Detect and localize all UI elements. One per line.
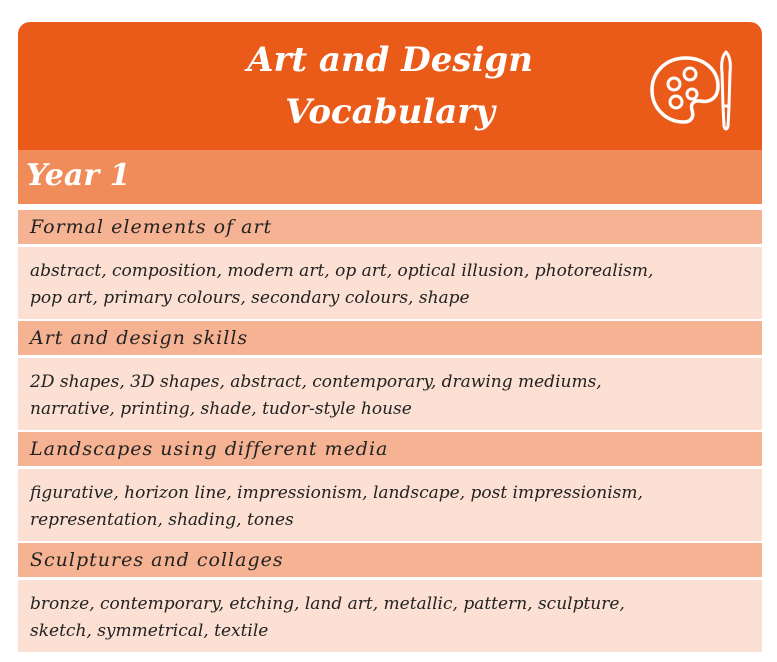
vocabulary-line: sketch, symmetrical, textile — [30, 621, 269, 641]
vocabulary-line: narrative, printing, shade, tudor-style house — [30, 399, 412, 419]
palette-and-brush-icon — [646, 46, 738, 134]
section-vocabulary — [18, 469, 762, 541]
section-title: Sculptures and collages — [18, 543, 762, 577]
section-vocabulary — [18, 247, 762, 319]
section-vocabulary — [18, 580, 762, 652]
vocabulary-line: abstract, composition, modern art, op art, optical illusion, photorealism, — [30, 261, 654, 281]
section-title: Formal elements of art — [18, 210, 762, 244]
section-vocabulary — [18, 358, 762, 430]
vocabulary-line: pop art, primary colours, secondary colours, shape — [30, 288, 470, 308]
section-title: Landscapes using different media — [18, 432, 762, 466]
section-title: Art and design skills — [18, 321, 762, 355]
vocabulary-card — [18, 22, 762, 650]
year-bar — [18, 150, 762, 204]
vocabulary-line: bronze, contemporary, etching, land art, metallic, pattern, sculpture, — [30, 594, 625, 614]
title-line-1: Art and Design — [247, 40, 533, 80]
vocabulary-line: figurative, horizon line, impressionism, landscape, post impressionism, — [30, 483, 643, 503]
title-line-2: Vocabulary — [285, 92, 495, 132]
year-label: Year 1 — [26, 158, 131, 193]
header-banner — [18, 22, 762, 150]
vocabulary-line: representation, shading, tones — [30, 510, 294, 530]
vocabulary-line: 2D shapes, 3D shapes, abstract, contemporary, drawing mediums, — [30, 372, 602, 392]
